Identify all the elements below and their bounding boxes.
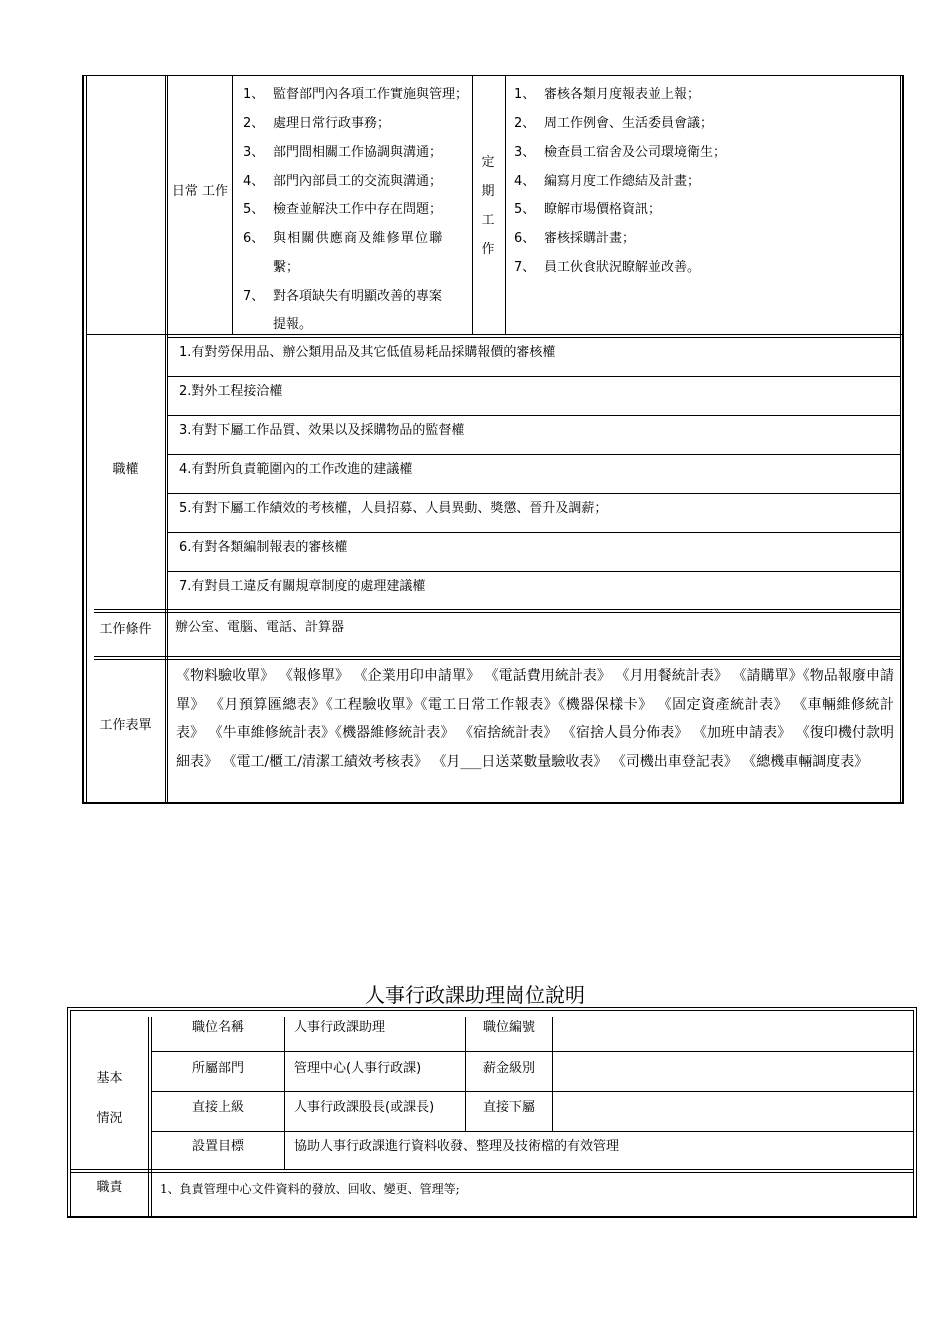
- duties-label: 職責: [96, 1180, 123, 1195]
- authority-label: 職權: [112, 462, 139, 477]
- setup-goal-value: 協助人事行政課進行資料收發、整理及技術檔的有效管理: [294, 1139, 620, 1154]
- authority-item: 1.有對勞保用品、辦公類用品及其它低值易耗品採購報價的審核權: [179, 345, 556, 360]
- department-label: 所屬部門: [191, 1061, 244, 1076]
- duty-item: 1、負責管理中心文件資料的發放、回收、變更、管理等;: [160, 1182, 460, 1196]
- work-conditions-label: 工作條件: [99, 622, 152, 637]
- position-name-label: 職位名稱: [191, 1020, 244, 1035]
- authority-item: 5.有對下屬工作績效的考核權，人員招募、人員異動、獎懲、晉升及調薪；: [179, 501, 608, 516]
- direct-superior-label: 直接上級: [191, 1100, 244, 1115]
- work-forms-label: 工作表單: [99, 718, 152, 733]
- authority-item: 3.有對下屬工作品質、效果以及採購物品的監督權: [179, 423, 465, 438]
- position-number-label: 職位編號: [482, 1020, 535, 1035]
- department-value: 管理中心(人事行政課): [294, 1061, 422, 1076]
- basic-info-label: 基本 情況: [96, 1071, 123, 1126]
- work-forms-text: 《物料驗收單》 《報修單》 《企業用印申請單》 《電話費用統計表》 《月用餐統計表》 《請購單》《物品報廢申請單》 《月預算匯總表》《工程驗收單》《電工日常工作報表》《機器保樣卡》 《固定資產統計表》 《車輛維修統計表》 《牛車維修統計表》《機器維修統計表》 《宿捨統計表》 《宿捨人員分佈表》 《加班申請表》 《復印機付款明細表》 《電工/櫃工/清潔工績效考核表》 《月___日送菜數量驗收表》 《司機出車登記表》 《總機車輛調度表》: [176, 668, 894, 770]
- periodic-work-label: 定期工作: [481, 155, 495, 257]
- direct-superior-value: 人事行政課股長(或課長): [294, 1100, 435, 1115]
- authority-item: 6.有對各類編制報表的審核權: [179, 540, 348, 555]
- position-name-value: 人事行政課助理: [294, 1020, 386, 1035]
- authority-item: 4.有對所負責範圍內的工作改進的建議權: [179, 462, 413, 477]
- authority-item: 7.有對員工違反有關規章制度的處理建議權: [179, 579, 426, 594]
- work-conditions-value: 辦公室、電腦、電話、計算器: [175, 620, 345, 635]
- direct-subordinate-label: 直接下屬: [482, 1100, 535, 1115]
- page-title: 人事行政課助理崗位說明: [365, 983, 585, 1007]
- setup-goal-label: 設置目標: [191, 1139, 244, 1154]
- salary-grade-label: 薪金級別: [482, 1061, 535, 1076]
- authority-item: 2.對外工程接洽權: [179, 384, 283, 399]
- daily-work-label: 日常 工作: [171, 184, 229, 199]
